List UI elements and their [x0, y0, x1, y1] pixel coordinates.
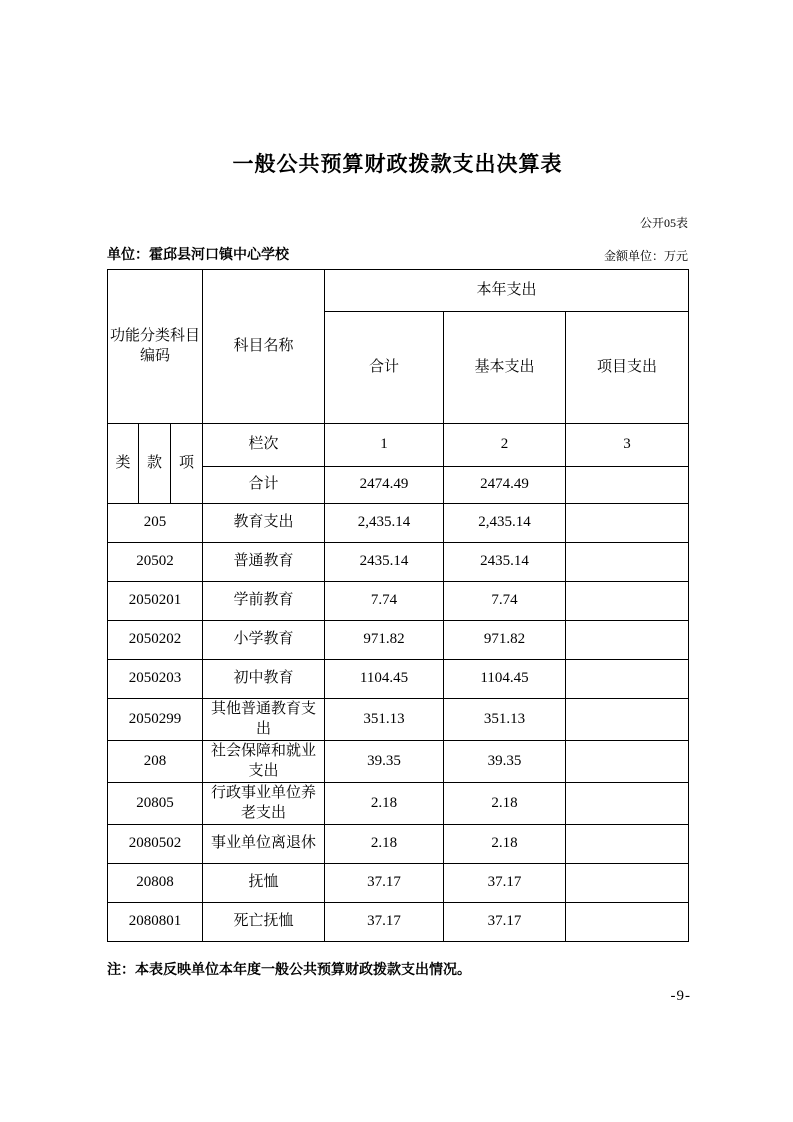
cell-name: 社会保障和就业支出 — [203, 741, 325, 783]
cell-total: 2.18 — [325, 825, 444, 864]
cell-basic: 351.13 — [444, 699, 566, 741]
cell-project — [566, 699, 689, 741]
cell-total: 2435.14 — [325, 543, 444, 582]
cell-total: 1104.45 — [325, 660, 444, 699]
total-row-total: 2474.49 — [325, 467, 444, 504]
amount-unit-label: 金额单位：万元 — [603, 249, 688, 263]
cell-project — [566, 504, 689, 543]
cell-project — [566, 660, 689, 699]
cell-total: 2.18 — [325, 783, 444, 825]
cell-total: 351.13 — [325, 699, 444, 741]
table-row — [108, 783, 689, 825]
form-code-label: 公开05表 — [639, 216, 688, 230]
cell-name: 初中教育 — [203, 660, 325, 699]
total-row-label: 合计 — [203, 467, 325, 504]
total-row-project — [566, 467, 689, 504]
cell-name: 死亡抚恤 — [203, 903, 325, 942]
cell-total: 37.17 — [325, 903, 444, 942]
page-title: 一般公共预算财政拨款支出决算表 — [232, 153, 563, 176]
table-row — [108, 504, 689, 543]
cell-basic: 2,435.14 — [444, 504, 566, 543]
column-index-2: 2 — [444, 424, 566, 467]
cell-name: 学前教育 — [203, 582, 325, 621]
header-basic: 基本支出 — [444, 312, 566, 424]
cell-total: 971.82 — [325, 621, 444, 660]
cell-total: 39.35 — [325, 741, 444, 783]
table-row — [108, 660, 689, 699]
cell-code: 2080801 — [108, 903, 203, 942]
header-total: 合计 — [325, 312, 444, 424]
cell-project — [566, 864, 689, 903]
table-row — [108, 864, 689, 903]
cell-project — [566, 543, 689, 582]
cell-code: 2050299 — [108, 699, 203, 741]
unit-label: 单位：霍邱县河口镇中心学校 — [107, 248, 289, 263]
cell-code: 2050202 — [108, 621, 203, 660]
budget-table — [107, 269, 689, 942]
header-project: 项目支出 — [566, 312, 689, 424]
cell-basic: 39.35 — [444, 741, 566, 783]
cell-project — [566, 825, 689, 864]
cell-name: 普通教育 — [203, 543, 325, 582]
cell-code: 2050201 — [108, 582, 203, 621]
cell-basic: 2.18 — [444, 783, 566, 825]
cell-basic: 37.17 — [444, 903, 566, 942]
cell-basic: 2435.14 — [444, 543, 566, 582]
table-note: 注：本表反映单位本年度一般公共预算财政拨款支出情况。 — [107, 963, 471, 978]
column-index-1: 1 — [325, 424, 444, 467]
table-row — [108, 621, 689, 660]
header-name: 科目名称 — [203, 270, 325, 424]
cell-code: 2050203 — [108, 660, 203, 699]
cell-basic: 2.18 — [444, 825, 566, 864]
header-code-section: 款 — [139, 424, 171, 504]
cell-name: 行政事业单位养老支出 — [203, 783, 325, 825]
header-year-expense: 本年支出 — [325, 270, 689, 312]
table-row — [108, 699, 689, 741]
cell-name: 抚恤 — [203, 864, 325, 903]
cell-total: 37.17 — [325, 864, 444, 903]
table-row — [108, 582, 689, 621]
cell-project — [566, 903, 689, 942]
cell-basic: 37.17 — [444, 864, 566, 903]
cell-code: 20805 — [108, 783, 203, 825]
cell-name: 其他普通教育支出 — [203, 699, 325, 741]
table-row — [108, 903, 689, 942]
table-row — [108, 543, 689, 582]
table-row — [108, 741, 689, 783]
cell-basic: 971.82 — [444, 621, 566, 660]
cell-name: 事业单位离退休 — [203, 825, 325, 864]
cell-code: 2080502 — [108, 825, 203, 864]
cell-project — [566, 783, 689, 825]
header-row-top — [108, 270, 689, 312]
column-index-3: 3 — [566, 424, 689, 467]
cell-project — [566, 582, 689, 621]
header-code-item: 项 — [171, 424, 203, 504]
cell-basic: 1104.45 — [444, 660, 566, 699]
cell-total: 7.74 — [325, 582, 444, 621]
total-row-basic: 2474.49 — [444, 467, 566, 504]
page-number: -9- — [670, 988, 691, 1004]
cell-name: 教育支出 — [203, 504, 325, 543]
cell-code: 208 — [108, 741, 203, 783]
cell-project — [566, 741, 689, 783]
cell-code: 20502 — [108, 543, 203, 582]
cell-code: 20808 — [108, 864, 203, 903]
column-index-row — [108, 424, 689, 467]
document-content — [107, 0, 688, 979]
cell-basic: 7.74 — [444, 582, 566, 621]
cell-code: 205 — [108, 504, 203, 543]
cell-name: 小学教育 — [203, 621, 325, 660]
cell-project — [566, 621, 689, 660]
table-row — [108, 825, 689, 864]
cell-total: 2,435.14 — [325, 504, 444, 543]
meta-row — [107, 244, 688, 264]
header-code: 功能分类科目编码 — [108, 270, 203, 424]
column-index-label: 栏次 — [203, 424, 325, 467]
header-code-class: 类 — [108, 424, 139, 504]
